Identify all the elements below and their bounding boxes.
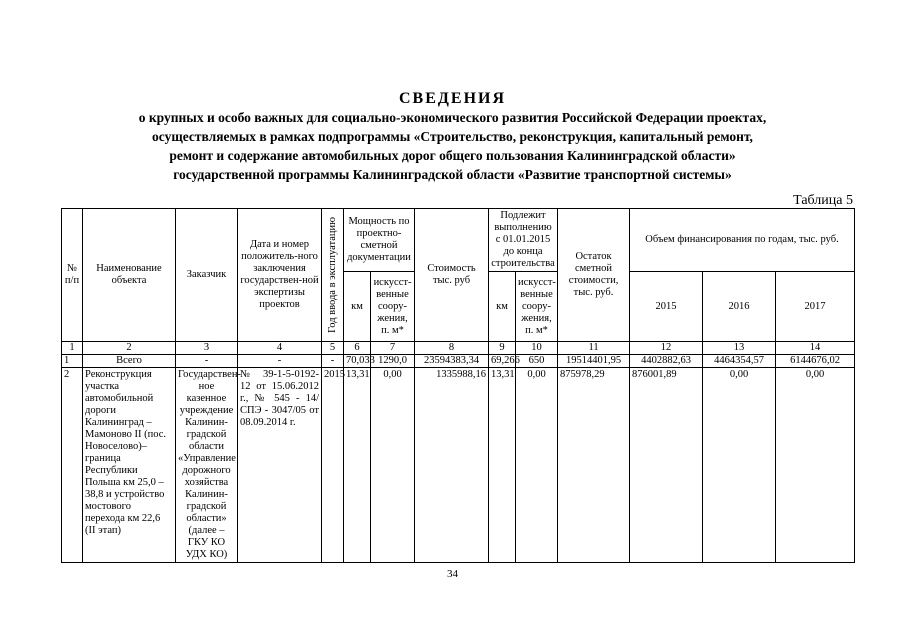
total-km2: 69,266 <box>489 355 516 368</box>
header-capacity: Мощность по проектно-сметной документации <box>344 209 415 272</box>
total-remain: 19514401,95 <box>558 355 630 368</box>
row-art: 0,00 <box>371 368 415 563</box>
col-num-cell: 6 <box>344 342 371 355</box>
projects-table <box>61 208 855 563</box>
header-subject: Подлежит выполнению с 01.01.2015 до конца строительства <box>489 209 558 272</box>
column-number-row <box>62 342 855 355</box>
document-title: СВЕДЕНИЯ <box>398 90 507 107</box>
header-remain: Остаток сметной стоимости, тыс. руб. <box>558 209 630 342</box>
header-date: Дата и номер положитель-ного заключения государствен-ной экспертизы проектов <box>238 209 322 342</box>
row-remain: 875978,29 <box>558 368 630 563</box>
subtitle-line-1: о крупных и особо важных для социально-экономического развития Российской Федерации проектах, <box>138 110 767 125</box>
col-num-cell: 5 <box>322 342 344 355</box>
total-2016: 4464354,57 <box>703 355 776 368</box>
col-num-cell: 4 <box>238 342 322 355</box>
header-row-1 <box>62 209 855 272</box>
document-subtitle <box>0 108 905 184</box>
total-art2: 650 <box>516 355 558 368</box>
row-2015: 876001,89 <box>630 368 703 563</box>
header-artificial-2: искусст-венные соору-жения, п. м* <box>516 272 558 342</box>
row-2016: 0,00 <box>703 368 776 563</box>
col-num-cell: 11 <box>558 342 630 355</box>
subtitle-line-2: осуществляемых в рамках подпрограммы «Строительство, реконструкция, капитальный ремонт, <box>152 129 753 144</box>
col-num-cell: 13 <box>703 342 776 355</box>
header-km: км <box>344 272 371 342</box>
header-2017: 2017 <box>776 272 855 342</box>
row-date: № 39-1-5-0192-12 от 15.06.2012 г., № 545 - 14/СПЭ - 3047/05 от 08.09.2014 г. <box>238 368 322 563</box>
total-year: - <box>322 355 344 368</box>
row-year: 2015 <box>322 368 344 563</box>
total-num: 1 <box>62 355 83 368</box>
col-num-cell: 10 <box>516 342 558 355</box>
col-num-cell: 7 <box>371 342 415 355</box>
header-km-2: км <box>489 272 516 342</box>
col-num-cell: 2 <box>83 342 176 355</box>
header-funding: Объем финансирования по годам, тыс. руб. <box>630 209 855 272</box>
col-num-cell: 9 <box>489 342 516 355</box>
row-cost: 1335988,16 <box>415 368 489 563</box>
row-km2: 13,31 <box>489 368 516 563</box>
header-artificial: искусст-венные соору-жения, п. м* <box>371 272 415 342</box>
page-number: 34 <box>447 568 458 580</box>
col-num-cell: 3 <box>176 342 238 355</box>
total-name: Всего <box>83 355 176 368</box>
header-name: Наименование объекта <box>83 209 176 342</box>
row-art2: 0,00 <box>516 368 558 563</box>
header-2016: 2016 <box>703 272 776 342</box>
row-2017: 0,00 <box>776 368 855 563</box>
col-num-cell: 14 <box>776 342 855 355</box>
header-year-text: Год ввода в эксплуатацию <box>326 217 338 333</box>
subtitle-line-4: государственной программы Калининградской области «Развитие транспортной системы» <box>173 167 732 182</box>
row-name: Реконструкция участка автомобильной дороги Калининград – Мамоново II (пос. Новоселово)– граница Республики Польша км 25,0 – 38,8 и устройство мостового перехода км 22,6 (II этап) <box>83 368 176 563</box>
table-label: Таблица 5 <box>793 193 853 208</box>
col-num-cell: 12 <box>630 342 703 355</box>
col-num-cell: 8 <box>415 342 489 355</box>
col-num-cell: 1 <box>62 342 83 355</box>
row-customer: Государствен-ное казенное учреждение Калинин-градской области «Управление дорожного хозяйства Калинин-градской области» (далее – ГКУ КО УДХ КО) <box>176 368 238 563</box>
total-date: - <box>238 355 322 368</box>
header-cost: Стоимость тыс. руб <box>415 209 489 342</box>
total-art: 1290,0 <box>371 355 415 368</box>
total-row <box>62 355 855 368</box>
total-cost: 23594383,34 <box>415 355 489 368</box>
header-2015: 2015 <box>630 272 703 342</box>
total-2015: 4402882,63 <box>630 355 703 368</box>
header-customer: Заказчик <box>176 209 238 342</box>
row-num: 2 <box>62 368 83 563</box>
header-num: № п/п <box>62 209 83 342</box>
total-2017: 6144676,02 <box>776 355 855 368</box>
total-customer: - <box>176 355 238 368</box>
row-km: 13,31 <box>344 368 371 563</box>
header-year <box>322 209 344 342</box>
table-row <box>62 368 855 563</box>
subtitle-line-3: ремонт и содержание автомобильных дорог общего пользования Калининградской области» <box>169 148 736 163</box>
total-km: 70,033 <box>344 355 371 368</box>
